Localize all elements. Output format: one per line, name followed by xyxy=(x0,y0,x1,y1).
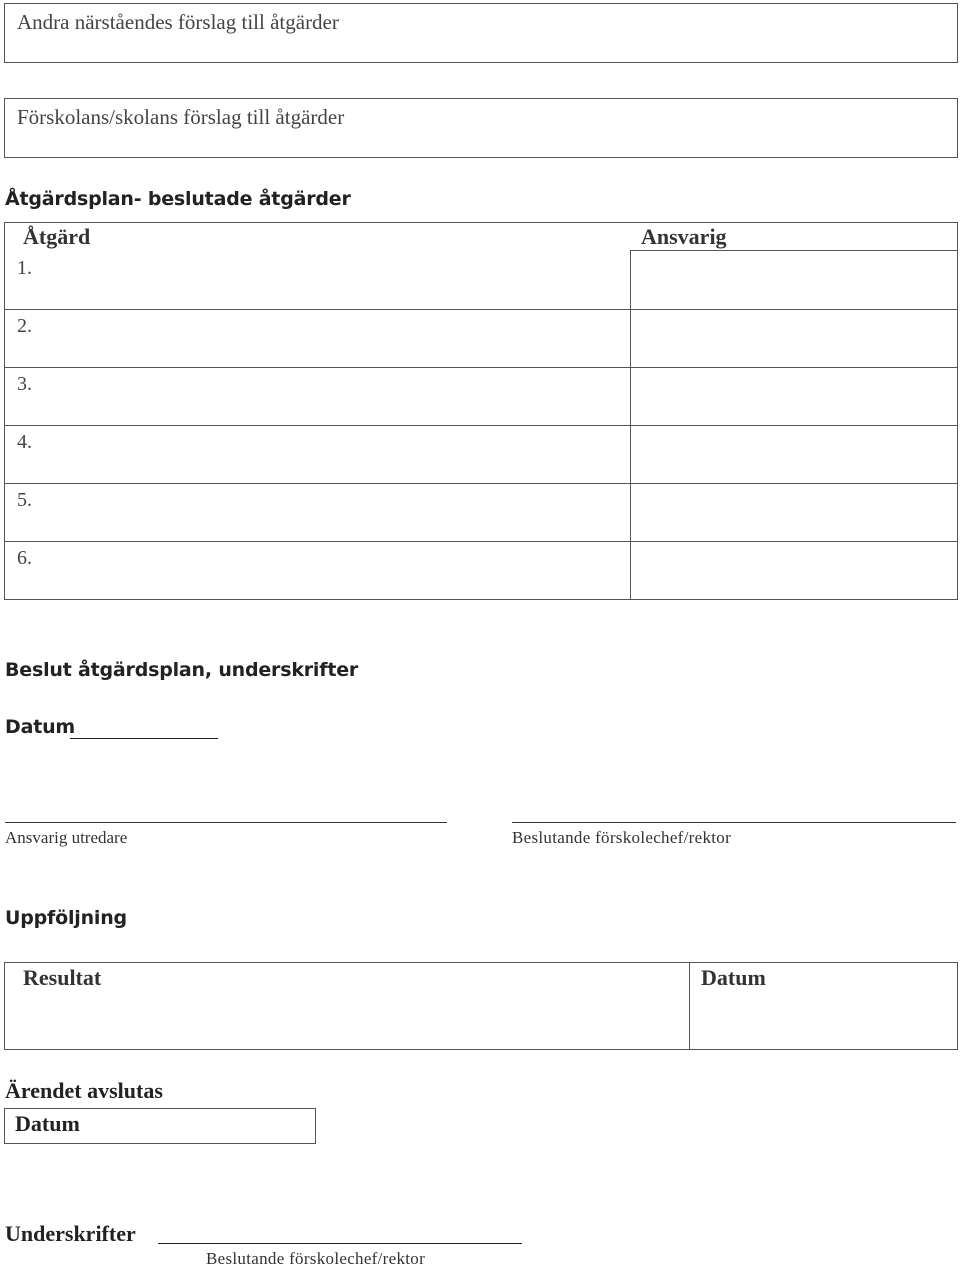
column-header-responsible: Ansvarig xyxy=(641,224,727,249)
decision-date-label: Datum xyxy=(5,716,75,738)
decision-heading: Beslut åtgärdsplan, underskrifter xyxy=(5,659,359,681)
action-row-number: 2. xyxy=(17,315,32,337)
column-divider xyxy=(689,963,690,1049)
investigator-signature-line[interactable] xyxy=(5,822,447,823)
action-plan-heading: Åtgärdsplan- beslutade åtgärder xyxy=(5,188,351,210)
relatives-proposals-box[interactable] xyxy=(4,3,958,63)
followup-heading: Uppföljning xyxy=(5,907,127,929)
row-divider xyxy=(5,483,957,484)
row-divider xyxy=(5,541,957,542)
closing-heading: Ärendet avslutas xyxy=(5,1078,163,1103)
action-row-number: 5. xyxy=(17,489,32,511)
action-row-number: 4. xyxy=(17,431,32,453)
decision-date-line[interactable] xyxy=(70,738,218,739)
school-proposals-label: Förskolans/skolans förslag till åtgärder xyxy=(17,105,345,129)
action-row-number: 6. xyxy=(17,547,32,569)
closing-date-box[interactable] xyxy=(4,1108,316,1144)
row-divider xyxy=(5,367,957,368)
relatives-proposals-label: Andra närståendes förslag till åtgärder xyxy=(17,10,339,34)
principal-signature-line[interactable] xyxy=(512,822,956,823)
row-divider xyxy=(5,309,957,310)
school-proposals-box[interactable] xyxy=(4,98,958,158)
action-row-number: 3. xyxy=(17,373,32,395)
row-divider xyxy=(630,250,957,251)
row-divider xyxy=(5,425,957,426)
column-header-date: Datum xyxy=(701,965,766,990)
signatures-label: Underskrifter xyxy=(5,1221,136,1246)
column-header-action: Åtgärd xyxy=(23,224,91,249)
action-row-number: 1. xyxy=(17,257,32,279)
followup-table xyxy=(4,962,958,1050)
action-plan-table xyxy=(4,222,958,600)
closing-date-label: Datum xyxy=(15,1111,80,1136)
closing-signature-line[interactable] xyxy=(158,1243,522,1244)
closing-signature-caption: Beslutande förskolechef/rektor xyxy=(206,1249,426,1268)
column-header-result: Resultat xyxy=(23,965,102,990)
investigator-signature-label: Ansvarig utredare xyxy=(5,828,128,847)
principal-signature-label: Beslutande förskolechef/rektor xyxy=(512,828,732,847)
